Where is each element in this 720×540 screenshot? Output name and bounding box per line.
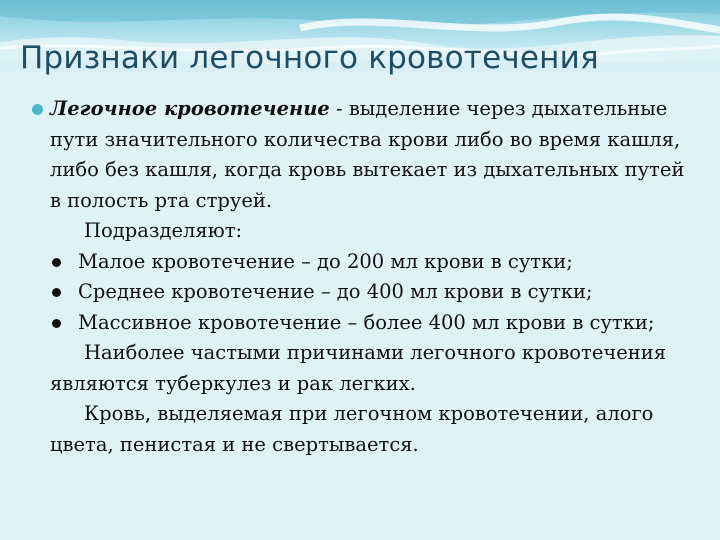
bullet-icon <box>52 319 61 328</box>
bullet-icon <box>52 258 61 267</box>
definition-text: - выделение через дыхательные пути значительного количества крови либо во время кашля, либо без кашля, когда кровь вытекает из дыхательных путей в полость рта струей. <box>50 97 685 212</box>
causes-paragraph: Наиболее частыми причинами легочного кровотечения являются туберкулез и рак легких. <box>50 341 667 395</box>
slide-content <box>20 94 700 460</box>
teal-bullet-icon <box>32 104 43 115</box>
list-item-text: Среднее кровотечение – до 400 мл крови в сутки; <box>78 280 593 303</box>
slide-title: Признаки легочного кровотечения <box>20 40 599 76</box>
definition-paragraph <box>20 94 700 216</box>
blood-paragraph: Кровь, выделяемая при легочном кровотечении, алого цвета, пенистая и не свертывается. <box>50 402 654 456</box>
bullet-icon <box>52 288 61 297</box>
list-item <box>20 308 700 339</box>
list-item <box>20 277 700 308</box>
list-item <box>20 247 700 278</box>
list-item-text: Малое кровотечение – до 200 мл крови в сутки; <box>78 249 573 273</box>
list-item-text: Массивное кровотечение – более 400 мл крови в сутки; <box>78 310 655 334</box>
definition-term: Легочное кровотечение <box>50 97 330 120</box>
subdivision-label: Подразделяют: <box>84 219 243 242</box>
